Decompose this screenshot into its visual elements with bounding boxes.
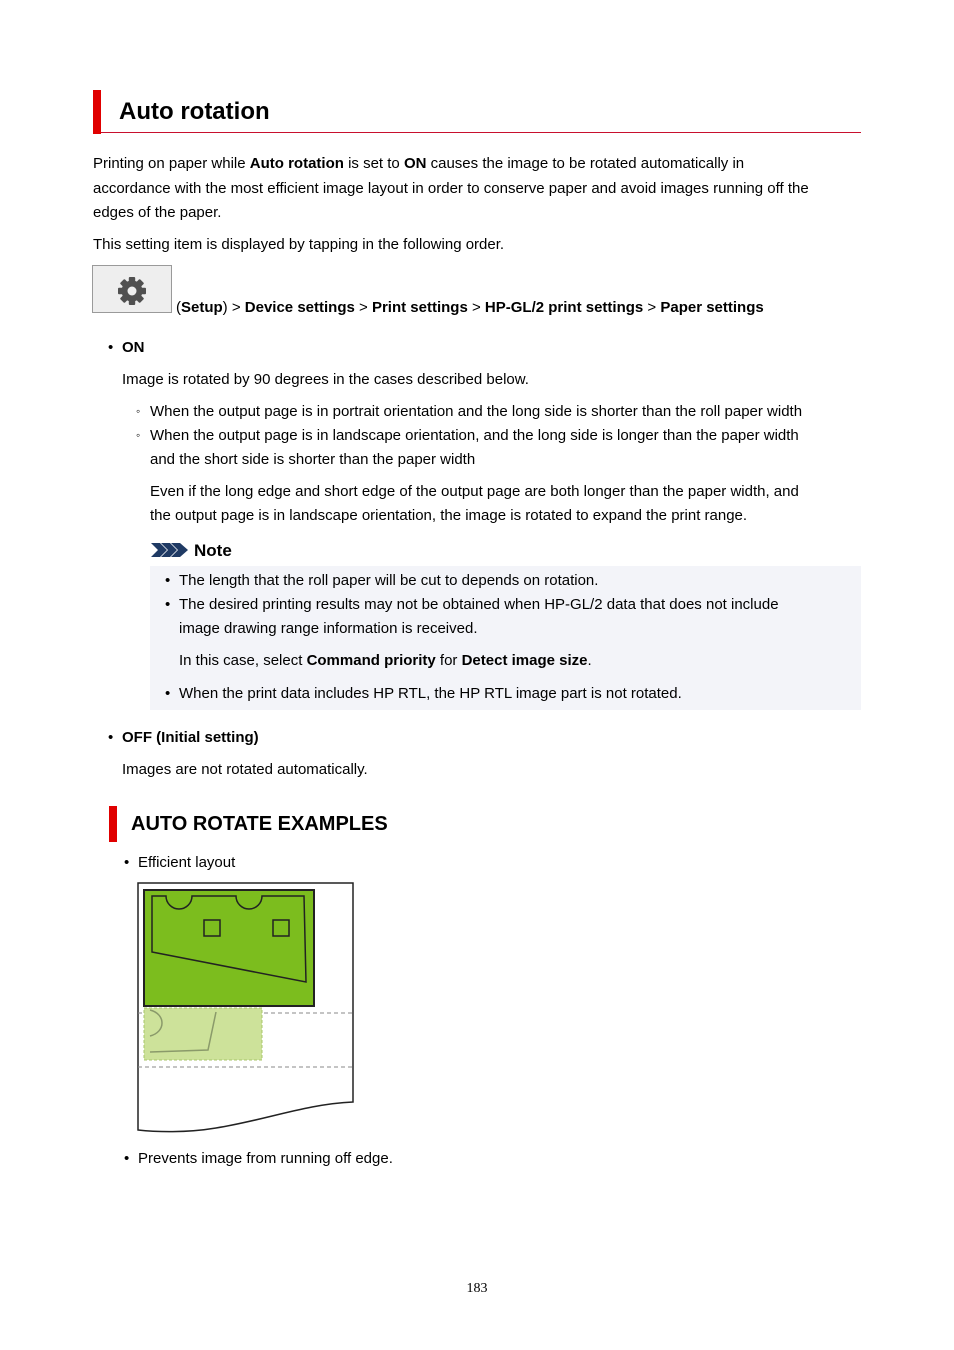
on-desc: Image is rotated by 90 degrees in the cases described below. <box>122 371 529 388</box>
bullet-dot: • <box>108 339 114 356</box>
bullet-dot: • <box>108 729 114 746</box>
bullet-dot: • <box>165 685 171 702</box>
on-extra-line-1: Even if the long edge and short edge of the output page are both longer than the paper width, and <box>150 483 799 500</box>
bullet-dot: • <box>165 596 171 613</box>
note-heading: Note <box>194 541 232 560</box>
intro-line-3: edges of the paper. <box>93 204 222 221</box>
sub-bullet: ◦ <box>136 404 141 418</box>
bullet-dot: • <box>124 854 130 871</box>
on-case-2-line-2: and the short side is shorter than the paper width <box>150 451 476 468</box>
gear-icon <box>93 266 173 314</box>
examples-item-2: Prevents image from running off edge. <box>138 1150 393 1167</box>
setup-button[interactable] <box>92 265 172 313</box>
page-title: Auto rotation <box>119 98 270 125</box>
off-label: OFF (Initial setting) <box>122 729 259 746</box>
intro-line-2: accordance with the most efficient image layout in order to conserve paper and avoid images running off the <box>93 180 809 197</box>
efficient-layout-illustration <box>136 882 358 1138</box>
subheading-accent-bar <box>109 806 117 842</box>
note-item-3: When the print data includes HP RTL, the HP RTL image part is not rotated. <box>179 685 682 702</box>
off-desc: Images are not rotated automatically. <box>122 761 368 778</box>
on-case-1: When the output page is in portrait orientation and the long side is shorter than the roll paper width <box>150 403 803 420</box>
note-item-2-line-1: The desired printing results may not be obtained when HP-GL/2 data that does not include <box>179 596 779 613</box>
bullet-dot: • <box>124 1150 130 1167</box>
intro-line-4: This setting item is displayed by tapping in the following order. <box>93 236 505 253</box>
note-item-2-sub: In this case, select Command priority for Detect image size. <box>179 652 592 669</box>
heading-accent-bar <box>93 90 101 134</box>
note-item-1: The length that the roll paper will be cut to depends on rotation. <box>179 572 599 589</box>
examples-item-1: Efficient layout <box>138 854 236 871</box>
bullet-dot: • <box>165 572 171 589</box>
settings-path: (Setup) > Device settings > Print settings > HP-GL/2 print settings > Paper settings <box>176 299 764 316</box>
heading-rule <box>101 132 861 133</box>
intro-line-1: Printing on paper while Auto rotation is set to ON causes the image to be rotated automatically in <box>93 155 745 172</box>
on-case-2-line-1: When the output page is in landscape orientation, and the long side is longer than the paper width <box>150 427 799 444</box>
note-chevrons-icon <box>150 541 190 559</box>
sub-bullet: ◦ <box>136 428 141 442</box>
on-extra-line-2: the output page is in landscape orientation, the image is rotated to expand the print range. <box>150 507 748 524</box>
note-item-2-line-2: image drawing range information is received. <box>179 620 478 637</box>
page-number: 183 <box>466 1281 488 1296</box>
examples-heading: AUTO ROTATE EXAMPLES <box>131 813 388 835</box>
on-label: ON <box>122 339 145 356</box>
